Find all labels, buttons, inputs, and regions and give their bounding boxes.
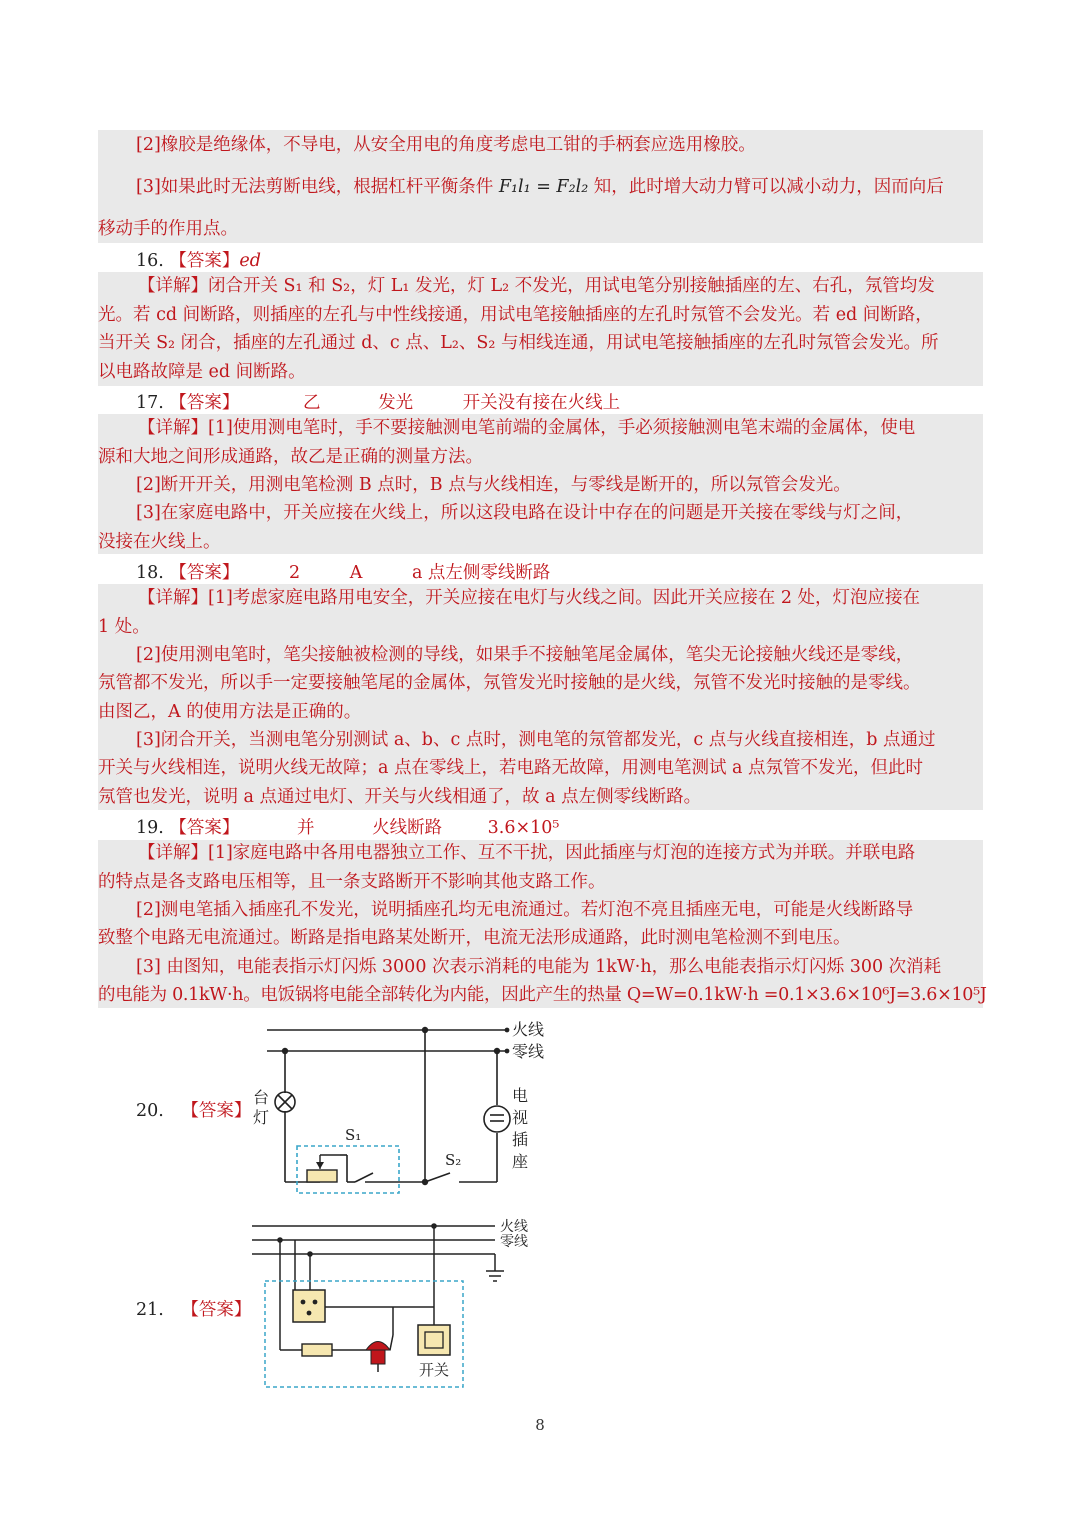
q19-l5: [3] 由图知，电能表指示灯闪烁 3000 次表示消耗的电能为 1kW·h，那么电能表指示灯闪烁 300 次消耗 <box>136 957 942 977</box>
q20-s2-label: S₂ <box>445 1151 462 1169</box>
q17-answer-line <box>136 389 620 414</box>
q19-l4: 致整个电路无电流通过。断路是指电路某处断开，电流无法形成通路，此时测电笔检测不到电压。 <box>98 928 851 948</box>
q21-switch-label: 开关 <box>419 1361 450 1379</box>
q17-l5: 没接在火线上。 <box>98 532 221 552</box>
q19-answer-label: 【答案】 <box>169 818 240 838</box>
q19-l3: [2]测电笔插入插座孔不发光，说明插座孔均无电流通过。若灯泡不亮且插座无电，可能是火线断路导 <box>136 900 914 920</box>
q20-tv-label-1: 电 <box>512 1086 529 1105</box>
q16-l1: 【详解】闭合开关 S₁ 和 S₂，灯 L₁ 发光，灯 L₂ 不发光，用试电笔分别接触插座的左、右孔，氖管均发 <box>138 276 935 296</box>
q18-answer-line <box>136 559 550 584</box>
q17-l3: [2]断开开关，用测电笔检测 B 点时，B 点与火线相连，与零线是断开的，所以氖管会发光。 <box>136 475 851 495</box>
q18-l5: 由图乙，A 的使用方法是正确的。 <box>98 702 362 722</box>
q20-answer-label: 【答案】 <box>181 1101 252 1121</box>
q17-answer-3: 开关没有接在火线上 <box>462 393 621 413</box>
switch-box-symbol <box>418 1325 450 1355</box>
q19-answer-3: 3.6×10⁵ <box>487 818 560 838</box>
q17-l4: [3]在家庭电路中，开关应接在火线上，所以这段电路在设计中存在的问题是开关接在零线与灯之间， <box>136 503 914 523</box>
q19-answer-2: 火线断路 <box>372 818 443 838</box>
red-bulb-symbol <box>366 1342 390 1373</box>
q17-answer-2: 发光 <box>378 393 414 413</box>
q17-l2: 源和大地之间形成通路，故乙是正确的测量方法。 <box>98 447 483 467</box>
q18-answer-3: a 点左侧零线断路 <box>411 563 551 583</box>
q20-number: 20. <box>136 1101 164 1121</box>
q16-number: 16. <box>136 251 164 271</box>
q20-live-label: 火线 <box>512 1020 545 1039</box>
tv-socket-symbol <box>484 1106 510 1132</box>
q19-answer-line <box>136 814 559 839</box>
dimmer-resistor <box>307 1170 337 1182</box>
q21-circuit-diagram <box>250 1215 550 1395</box>
q15-p3-a: [3]如果此时无法剪断电线，根据杠杆平衡条件 <box>136 177 494 197</box>
q18-l7: 开关与火线相连，说明火线无故障；a 点在零线上，若电路无故障，用测电笔测试 a 点氖管不发光，但此时 <box>98 758 924 778</box>
q16-l4: 以电路故障是 ed 间断路。 <box>98 362 306 382</box>
q20-lamp-label-1: 台 <box>253 1088 270 1107</box>
q19-number: 19. <box>136 818 164 838</box>
q21-number: 21. <box>136 1300 164 1320</box>
q18-l1: 【详解】[1]考虑家庭电路用电安全，开关应接在电灯与火线之间。因此开关应接在 2 处，灯泡应接在 <box>138 588 921 608</box>
q15-p3 <box>98 176 1021 198</box>
q19-l2: 的特点是各支路电压相等，且一条支路断开不影响其他支路工作。 <box>98 872 606 892</box>
q15-p2: [2]橡胶是绝缘体，不导电，从安全用电的角度考虑电工钳的手柄套应选用橡胶。 <box>136 135 756 155</box>
q18-number: 18. <box>136 563 164 583</box>
page-number: 8 <box>535 1416 545 1434</box>
q21-neutral-label: 零线 <box>500 1234 528 1250</box>
q21-answer-line <box>136 1296 251 1321</box>
q20-s1-label: S₁ <box>345 1126 362 1144</box>
q17-l1: 【详解】[1]使用测电笔时，手不要接触测电笔前端的金属体，手必须接触测电笔末端的金属体，使电 <box>138 418 916 438</box>
q21-live-label: 火线 <box>500 1219 528 1235</box>
three-pin-socket-symbol <box>293 1290 325 1322</box>
q18-answer-2: A <box>349 563 363 583</box>
q18-l3: [2]使用测电笔时，笔尖接触被检测的导线，如果手不接触笔尾金属体，笔尖无论接触火线还是零线， <box>136 645 914 665</box>
lever-formula: F₁l₁ = F₂l₂ <box>498 177 589 197</box>
q18-answer-1: 2 <box>289 563 301 583</box>
q19-highlight <box>98 840 987 1008</box>
q18-l8: 氖管也发光，说明 a 点通过电灯、开关与火线相通了，故 a 点左侧零线断路。 <box>98 787 702 807</box>
q20-neutral-label: 零线 <box>512 1042 545 1061</box>
q20-lamp-label-2: 灯 <box>253 1108 270 1127</box>
q19-answer-1: 并 <box>297 818 315 838</box>
q16-answer-label: 【答案】 <box>169 251 240 271</box>
q21-answer-label: 【答案】 <box>181 1300 252 1320</box>
q16-answer-line <box>136 247 261 272</box>
q18-l2: 1 处。 <box>98 617 150 637</box>
q20-circuit-diagram <box>245 1015 565 1200</box>
q20-tv-label-4: 座 <box>512 1152 529 1171</box>
q16-l3: 当开关 S₂ 闭合，插座的左孔通过 d、c 点、L₂、S₂ 与相线连通，用试电笔接触插座的左孔时氖管会发光。所 <box>98 333 939 353</box>
q17-answer-1: 乙 <box>303 393 321 413</box>
q18-answer-label: 【答案】 <box>169 563 240 583</box>
q16-l2: 光。若 cd 间断路，则插座的左孔与中性线接通，用试电笔接触插座的左孔时氖管不会发光。若 ed 间断路， <box>98 305 933 325</box>
q20-tv-label-3: 插 <box>512 1130 529 1149</box>
q17-number: 17. <box>136 393 164 413</box>
q20-tv-label-2: 视 <box>512 1108 529 1127</box>
q16-answer-value: ed <box>239 251 261 271</box>
q17-answer-label: 【答案】 <box>169 393 240 413</box>
q19-l1: 【详解】[1]家庭电路中各用电器独立工作、互不干扰，因此插座与灯泡的连接方式为并联。并联电路 <box>138 843 916 863</box>
q20-answer-line <box>136 1097 251 1122</box>
q18-l6: [3]闭合开关，当测电笔分别测试 a、b、c 点时，测电笔的氖管都发光，c 点与火线直接相连，b 点通过 <box>136 730 936 750</box>
q15-p3-b: 知，此时增大动力臂可以减小动力，因而向后 <box>593 177 944 197</box>
q19-l6: 的电能为 0.1kW·h。电饭锅将电能全部转化为内能，因此产生的热量 Q=W=0.1kW·h =0.1×3.6×10⁶J=3.6×10⁵J <box>98 985 987 1005</box>
fuse-symbol <box>302 1344 332 1356</box>
q18-l4: 氖管都不发光，所以手一定要接触笔尾的金属体，氖管发光时接触的是火线，氖管不发光时接触的是零线。 <box>98 673 921 693</box>
q15-p3-cont: 移动手的作用点。 <box>98 219 238 239</box>
lamp-symbol <box>275 1092 295 1112</box>
